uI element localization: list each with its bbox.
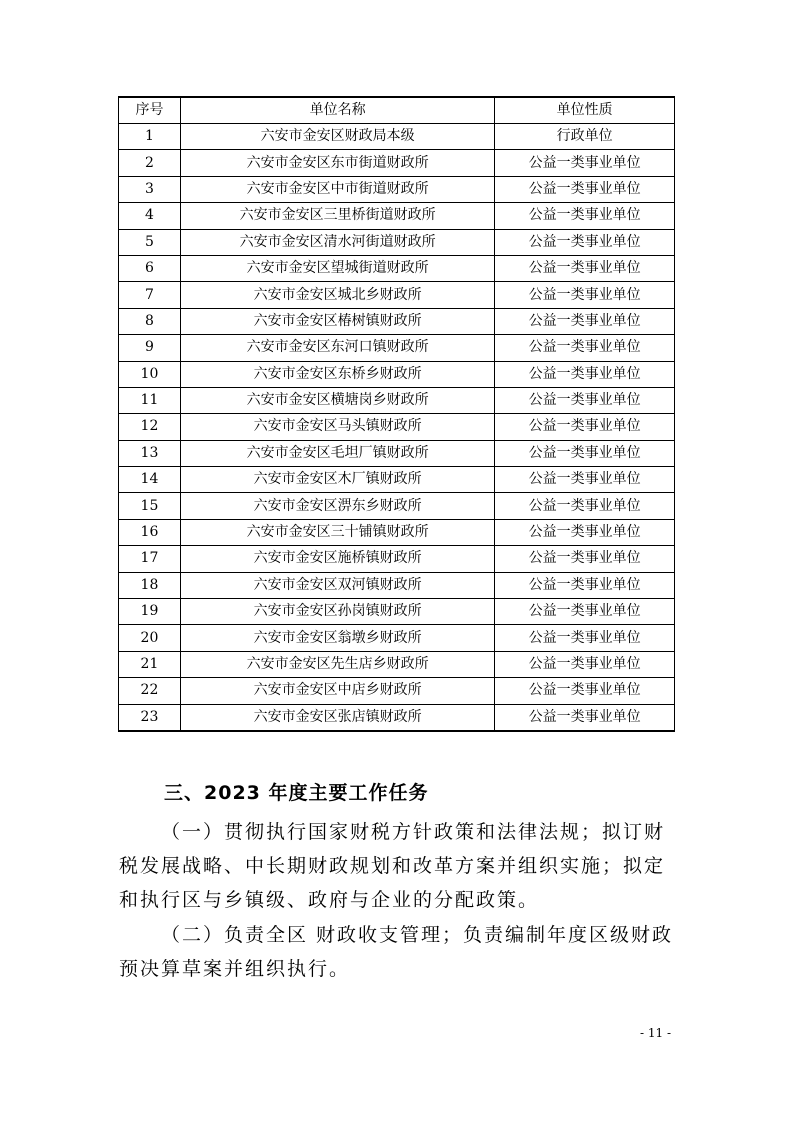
table-row	[119, 229, 675, 255]
table-row	[119, 546, 675, 572]
table-row	[119, 282, 675, 308]
table-row	[119, 678, 675, 704]
cell-index: 16	[119, 519, 181, 545]
paragraph-1: （一）贯彻执行国家财税方针政策和法律法规；拟订财税发展战略、中长期财政规划和改革方案并组织实施；拟定和执行区与乡镇级、政府与企业的分配政策。	[119, 821, 666, 911]
cell-unit-type: 公益一类事业单位	[495, 599, 675, 625]
units-table	[118, 96, 675, 732]
table-row	[119, 625, 675, 651]
table-row	[119, 440, 675, 466]
cell-unit-type: 公益一类事业单位	[495, 150, 675, 176]
cell-unit-type: 公益一类事业单位	[495, 440, 675, 466]
cell-unit-name: 六安市金安区椿树镇财政所	[180, 308, 494, 334]
table-row	[119, 519, 675, 545]
cell-unit-type: 公益一类事业单位	[495, 546, 675, 572]
table-row	[119, 493, 675, 519]
cell-index: 18	[119, 572, 181, 598]
cell-index: 8	[119, 308, 181, 334]
cell-unit-name: 六安市金安区望城街道财政所	[180, 255, 494, 281]
cell-unit-type: 公益一类事业单位	[495, 255, 675, 281]
cell-unit-type: 公益一类事业单位	[495, 308, 675, 334]
cell-unit-name: 六安市金安区毛坦厂镇财政所	[180, 440, 494, 466]
table-row	[119, 361, 675, 387]
cell-index: 20	[119, 625, 181, 651]
table-row	[119, 124, 675, 150]
table-row	[119, 387, 675, 413]
cell-index: 13	[119, 440, 181, 466]
cell-index: 2	[119, 150, 181, 176]
cell-unit-type: 公益一类事业单位	[495, 519, 675, 545]
cell-unit-name: 六安市金安区木厂镇财政所	[180, 467, 494, 493]
cell-unit-type: 公益一类事业单位	[495, 651, 675, 677]
page-number: - 11 -	[639, 1026, 671, 1040]
cell-index: 14	[119, 467, 181, 493]
cell-unit-name: 六安市金安区东河口镇财政所	[180, 335, 494, 361]
cell-unit-name: 六安市金安区双河镇财政所	[180, 572, 494, 598]
cell-unit-name: 六安市金安区翁墩乡财政所	[180, 625, 494, 651]
cell-unit-type: 公益一类事业单位	[495, 361, 675, 387]
table-row	[119, 651, 675, 677]
cell-unit-name: 六安市金安区施桥镇财政所	[180, 546, 494, 572]
cell-unit-type: 公益一类事业单位	[495, 176, 675, 202]
table-row	[119, 572, 675, 598]
cell-unit-name: 六安市金安区清水河街道财政所	[180, 229, 494, 255]
cell-unit-name: 六安市金安区孙岗镇财政所	[180, 599, 494, 625]
cell-index: 6	[119, 255, 181, 281]
cell-index: 21	[119, 651, 181, 677]
cell-index: 7	[119, 282, 181, 308]
cell-unit-name: 六安市金安区东市街道财政所	[180, 150, 494, 176]
cell-unit-type: 公益一类事业单位	[495, 625, 675, 651]
cell-unit-type: 公益一类事业单位	[495, 414, 675, 440]
cell-unit-type: 公益一类事业单位	[495, 493, 675, 519]
cell-unit-name: 六安市金安区张店镇财政所	[180, 704, 494, 731]
paragraph-2: （二）负责全区 财政收支管理；负责编制年度区级财政预决算草案并组织执行。	[119, 924, 674, 980]
cell-unit-name: 六安市金安区马头镇财政所	[180, 414, 494, 440]
cell-index: 19	[119, 599, 181, 625]
cell-index: 15	[119, 493, 181, 519]
table-row	[119, 414, 675, 440]
cell-unit-name: 六安市金安区中店乡财政所	[180, 678, 494, 704]
cell-index: 23	[119, 704, 181, 731]
table-row	[119, 335, 675, 361]
cell-unit-type: 公益一类事业单位	[495, 704, 675, 731]
cell-unit-name: 六安市金安区先生店乡财政所	[180, 651, 494, 677]
cell-unit-name: 六安市金安区横塘岗乡财政所	[180, 387, 494, 413]
cell-unit-type: 公益一类事业单位	[495, 572, 675, 598]
table-row	[119, 308, 675, 334]
header-index: 序号	[119, 97, 181, 124]
table-header-row	[119, 97, 675, 124]
cell-index: 12	[119, 414, 181, 440]
section-heading: 三、2023 年度主要工作任务	[164, 782, 429, 804]
cell-index: 11	[119, 387, 181, 413]
table-row	[119, 704, 675, 731]
cell-unit-type: 公益一类事业单位	[495, 282, 675, 308]
table-row	[119, 255, 675, 281]
table-row	[119, 599, 675, 625]
cell-unit-name: 六安市金安区三十铺镇财政所	[180, 519, 494, 545]
header-unit-type: 单位性质	[495, 97, 675, 124]
table-row	[119, 176, 675, 202]
cell-unit-name: 六安市金安区三里桥街道财政所	[180, 203, 494, 229]
table-row	[119, 150, 675, 176]
cell-index: 22	[119, 678, 181, 704]
cell-unit-type: 公益一类事业单位	[495, 229, 675, 255]
cell-unit-type: 公益一类事业单位	[495, 678, 675, 704]
cell-index: 5	[119, 229, 181, 255]
cell-index: 17	[119, 546, 181, 572]
cell-index: 4	[119, 203, 181, 229]
cell-index: 1	[119, 124, 181, 150]
table-row	[119, 467, 675, 493]
cell-unit-type: 公益一类事业单位	[495, 387, 675, 413]
cell-unit-name: 六安市金安区中市街道财政所	[180, 176, 494, 202]
cell-unit-name: 六安市金安区淠东乡财政所	[180, 493, 494, 519]
cell-index: 9	[119, 335, 181, 361]
header-unit-name: 单位名称	[180, 97, 494, 124]
cell-index: 3	[119, 176, 181, 202]
cell-unit-type: 公益一类事业单位	[495, 467, 675, 493]
cell-index: 10	[119, 361, 181, 387]
cell-unit-type: 行政单位	[495, 124, 675, 150]
cell-unit-name: 六安市金安区财政局本级	[180, 124, 494, 150]
cell-unit-name: 六安市金安区城北乡财政所	[180, 282, 494, 308]
table-row	[119, 203, 675, 229]
cell-unit-type: 公益一类事业单位	[495, 203, 675, 229]
cell-unit-type: 公益一类事业单位	[495, 335, 675, 361]
cell-unit-name: 六安市金安区东桥乡财政所	[180, 361, 494, 387]
